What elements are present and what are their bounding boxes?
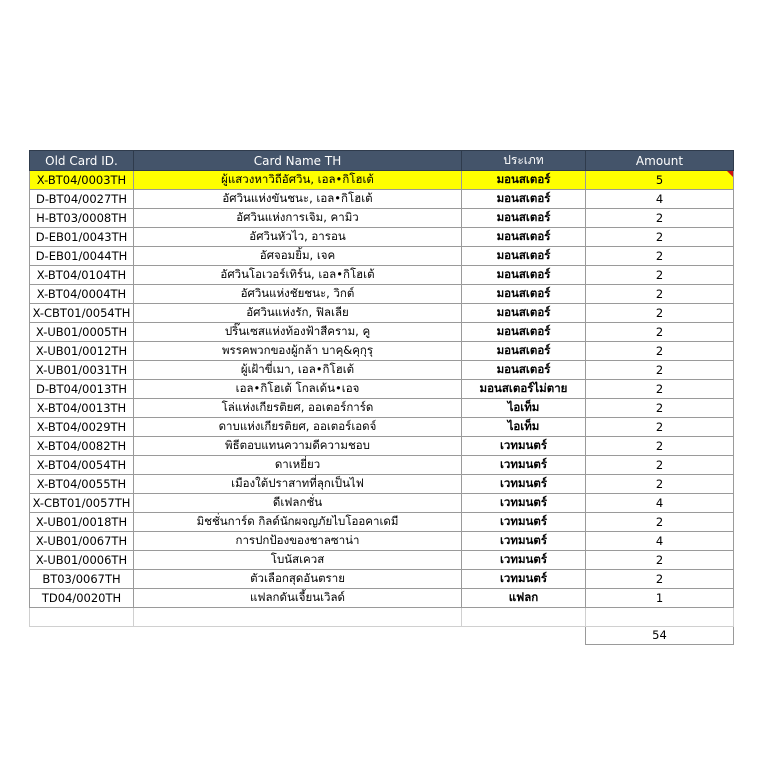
cell-card-name[interactable]: ปริ๊นเซสแห่งท้องฟ้าสีคราม, คู — [134, 323, 462, 342]
table-row — [30, 570, 734, 589]
cell-amount[interactable]: 2 — [586, 304, 734, 323]
cell-old-card-id[interactable]: H-BT03/0008TH — [30, 209, 134, 228]
cell-amount[interactable]: 4 — [586, 494, 734, 513]
cell-type[interactable]: เวทมนตร์ — [462, 437, 586, 456]
cell-type[interactable]: มอนสเตอร์ — [462, 266, 586, 285]
cell-type[interactable]: มอนสเตอร์ — [462, 190, 586, 209]
empty-cell[interactable] — [134, 626, 462, 645]
cell-old-card-id[interactable]: TD04/0020TH — [30, 589, 134, 608]
column-header-type[interactable]: ประเภท — [462, 151, 586, 171]
table-row — [30, 418, 734, 437]
cell-amount[interactable]: 2 — [586, 456, 734, 475]
cell-card-name[interactable]: เอล•กิโฮเต้ โกลเด้น•เอจ — [134, 380, 462, 399]
cell-type[interactable]: เวทมนตร์ — [462, 456, 586, 475]
cell-card-name[interactable]: ตัวเลือกสุดอันตราย — [134, 570, 462, 589]
cell-card-name[interactable]: ผู้แสวงหาวิถีอัศวิน, เอล•กิโฮเต้ — [134, 171, 462, 190]
cell-card-name[interactable]: อัศจอมยิ้ม, เจค — [134, 247, 462, 266]
cell-card-name[interactable]: มิชชั่นการ์ด กิลด์นักผจญภัยไบโออคาเดมี — [134, 513, 462, 532]
cell-old-card-id[interactable]: D-EB01/0043TH — [30, 228, 134, 247]
card-list-table — [29, 150, 734, 645]
cell-amount[interactable]: 1 — [586, 589, 734, 608]
cell-card-name[interactable]: อัศวินแห่งชัยชนะ, วิกต์ — [134, 285, 462, 304]
cell-old-card-id[interactable]: X-BT04/0003TH — [30, 171, 134, 190]
cell-card-name[interactable]: อัศวินแห่งการเจิม, คามิว — [134, 209, 462, 228]
cell-type[interactable]: มอนสเตอร์ — [462, 323, 586, 342]
cell-old-card-id[interactable]: D-EB01/0044TH — [30, 247, 134, 266]
header-row — [30, 151, 734, 171]
cell-amount[interactable]: 2 — [586, 285, 734, 304]
table-row — [30, 513, 734, 532]
cell-type[interactable]: ไอเท็ม — [462, 399, 586, 418]
cell-old-card-id[interactable]: BT03/0067TH — [30, 570, 134, 589]
table-row — [30, 380, 734, 399]
cell-amount[interactable]: 2 — [586, 247, 734, 266]
cell-amount[interactable]: 5 — [586, 171, 734, 190]
cell-amount[interactable]: 2 — [586, 209, 734, 228]
cell-card-name[interactable]: โบนัสเควส — [134, 551, 462, 570]
cell-type[interactable]: มอนสเตอร์ — [462, 228, 586, 247]
cell-old-card-id[interactable]: D-BT04/0013TH — [30, 380, 134, 399]
table-row — [30, 323, 734, 342]
table-row — [30, 532, 734, 551]
cell-type[interactable]: เวทมนตร์ — [462, 551, 586, 570]
cell-old-card-id[interactable]: X-CBT01/0057TH — [30, 494, 134, 513]
cell-amount[interactable]: 2 — [586, 399, 734, 418]
card-list-sheet — [29, 150, 734, 645]
cell-type[interactable]: เวทมนตร์ — [462, 570, 586, 589]
empty-cell[interactable] — [30, 626, 134, 645]
cell-old-card-id[interactable]: X-BT04/0055TH — [30, 475, 134, 494]
cell-card-name[interactable]: อัศวินแห่งรัก, ฟิลเลีย — [134, 304, 462, 323]
cell-type[interactable]: เวทมนตร์ — [462, 532, 586, 551]
column-header-amount[interactable]: Amount — [586, 151, 734, 171]
cell-old-card-id[interactable]: D-BT04/0027TH — [30, 190, 134, 209]
cell-amount[interactable]: 2 — [586, 475, 734, 494]
cell-old-card-id[interactable]: X-BT04/0029TH — [30, 418, 134, 437]
table-row — [30, 285, 734, 304]
cell-old-card-id[interactable]: X-UB01/0005TH — [30, 323, 134, 342]
table-row — [30, 342, 734, 361]
total-amount[interactable]: 54 — [586, 626, 734, 645]
cell-old-card-id[interactable]: X-UB01/0067TH — [30, 532, 134, 551]
table-row — [30, 190, 734, 209]
column-header-card-name[interactable]: Card Name TH — [134, 151, 462, 171]
cell-old-card-id[interactable]: X-BT04/0013TH — [30, 399, 134, 418]
empty-cell[interactable] — [462, 626, 586, 645]
cell-card-name[interactable]: อัศวินแห่งขันชนะ, เอล•กิโฮเต้ — [134, 190, 462, 209]
cell-type[interactable]: มอนสเตอร์ — [462, 342, 586, 361]
cell-amount[interactable]: 2 — [586, 418, 734, 437]
cell-type[interactable]: มอนสเตอร์ — [462, 171, 586, 190]
cell-type[interactable]: มอนสเตอร์ไม่ตาย — [462, 380, 586, 399]
table-row — [30, 399, 734, 418]
cell-type[interactable]: แฟลก — [462, 589, 586, 608]
table-row — [30, 247, 734, 266]
cell-old-card-id[interactable]: X-BT04/0082TH — [30, 437, 134, 456]
cell-old-card-id[interactable]: X-UB01/0018TH — [30, 513, 134, 532]
cell-card-name[interactable]: อัศวินโอเวอร์เทิร์น, เอล•กิโฮเต้ — [134, 266, 462, 285]
cell-old-card-id[interactable]: X-CBT01/0054TH — [30, 304, 134, 323]
cell-card-name[interactable]: ผู้เฝ้าขี่เมา, เอล•กิโฮเต้ — [134, 361, 462, 380]
cell-amount[interactable]: 2 — [586, 437, 734, 456]
cell-amount[interactable]: 2 — [586, 266, 734, 285]
cell-card-name[interactable]: พิธีตอบแทนความดีความชอบ — [134, 437, 462, 456]
empty-cell[interactable] — [462, 608, 586, 627]
table-row — [30, 266, 734, 285]
cell-card-name[interactable]: ดีเฟลกชั่น — [134, 494, 462, 513]
cell-type[interactable]: ไอเท็ม — [462, 418, 586, 437]
cell-card-name[interactable]: อัศวินหัวไว, อารอน — [134, 228, 462, 247]
cell-card-name[interactable]: ดาบแห่งเกียรติยศ, ออเตอร์เอดจ์ — [134, 418, 462, 437]
cell-amount[interactable]: 2 — [586, 513, 734, 532]
cell-type[interactable]: มอนสเตอร์ — [462, 361, 586, 380]
cell-type[interactable]: เวทมนตร์ — [462, 494, 586, 513]
table-row — [30, 494, 734, 513]
cell-old-card-id[interactable]: X-BT04/0054TH — [30, 456, 134, 475]
table-row — [30, 456, 734, 475]
cell-old-card-id[interactable]: X-BT04/0104TH — [30, 266, 134, 285]
table-row — [30, 589, 734, 608]
table-row — [30, 228, 734, 247]
cell-card-name[interactable]: แฟลกดันเจี้ยนเวิลด์ — [134, 589, 462, 608]
cell-card-name[interactable]: เมืองใต้ปราสาทที่ลุกเป็นไฟ — [134, 475, 462, 494]
cell-card-name[interactable]: พรรคพวกของผู้กล้า บาคุ&คุกุรุ — [134, 342, 462, 361]
cell-type[interactable]: มอนสเตอร์ — [462, 247, 586, 266]
cell-type[interactable]: เวทมนตร์ — [462, 475, 586, 494]
cell-amount[interactable]: 2 — [586, 380, 734, 399]
blank-row — [30, 608, 734, 627]
cell-amount[interactable]: 2 — [586, 570, 734, 589]
column-header-old-card-id[interactable]: Old Card ID. — [30, 151, 134, 171]
empty-cell[interactable] — [586, 608, 734, 627]
cell-card-name[interactable]: การปกป้องของชาลซาน่า — [134, 532, 462, 551]
cell-old-card-id[interactable]: X-BT04/0004TH — [30, 285, 134, 304]
cell-type[interactable]: มอนสเตอร์ — [462, 304, 586, 323]
cell-amount[interactable]: 2 — [586, 361, 734, 380]
cell-card-name[interactable]: โล่แห่งเกียรติยศ, ออเตอร์การ์ด — [134, 399, 462, 418]
table-row — [30, 361, 734, 380]
cell-type[interactable]: มอนสเตอร์ — [462, 285, 586, 304]
cell-amount[interactable]: 2 — [586, 323, 734, 342]
empty-cell[interactable] — [134, 608, 462, 627]
empty-cell[interactable] — [30, 608, 134, 627]
table-row — [30, 551, 734, 570]
cell-old-card-id[interactable]: X-UB01/0031TH — [30, 361, 134, 380]
cell-type[interactable]: เวทมนตร์ — [462, 513, 586, 532]
cell-amount[interactable]: 2 — [586, 551, 734, 570]
total-row — [30, 626, 734, 645]
table-row — [30, 475, 734, 494]
cell-type[interactable]: มอนสเตอร์ — [462, 209, 586, 228]
cell-amount[interactable]: 4 — [586, 532, 734, 551]
cell-old-card-id[interactable]: X-UB01/0006TH — [30, 551, 134, 570]
cell-amount[interactable]: 2 — [586, 228, 734, 247]
cell-amount[interactable]: 4 — [586, 190, 734, 209]
table-row — [30, 209, 734, 228]
table-row — [30, 171, 734, 190]
table-row — [30, 304, 734, 323]
cell-card-name[interactable]: ดาเหยี่ยว — [134, 456, 462, 475]
table-row — [30, 437, 734, 456]
cell-old-card-id[interactable]: X-UB01/0012TH — [30, 342, 134, 361]
cell-amount[interactable]: 2 — [586, 342, 734, 361]
